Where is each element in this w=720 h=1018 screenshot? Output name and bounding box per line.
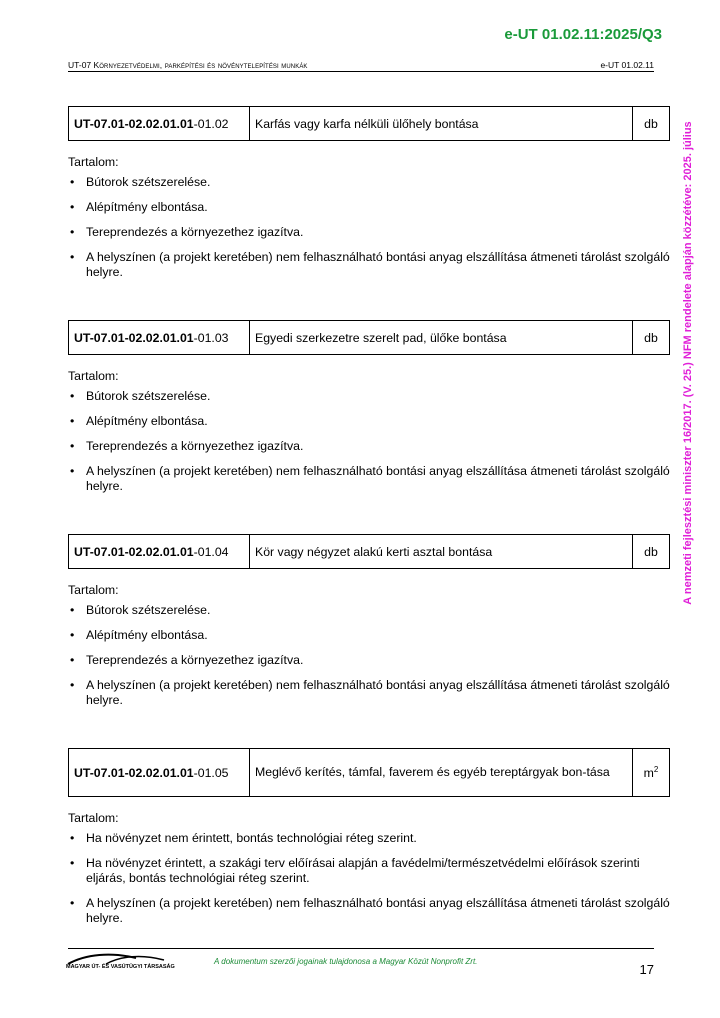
page-number: 17 [639,962,654,977]
work-item-4 [68,748,670,936]
content-list [68,831,670,926]
list-item: • Tereprendezés a környezethez igazítva. [68,225,670,240]
content-label: Tartalom: [68,155,119,169]
list-item: • A helyszínen (a projekt keretében) nem felhasználható bontási anyag elszállítása átmeneti tárolást szolgáló helyre. [68,678,670,708]
content-label: Tartalom: [68,369,119,383]
header-title-smallcaps: Környezetvédelmi, parképítési és növénytelepítési munkák [93,60,308,70]
item-description: Egyedi szerkezetre szerelt pad, ülőke bontása [250,321,633,355]
item-unit: $m^2$ [633,749,670,797]
item-code-table [68,534,670,569]
list-item: • Bútorok szétszerelése. [68,175,670,190]
publication-note [682,96,694,630]
content-list [68,175,670,280]
item-unit: db [633,321,670,355]
content-list [68,603,670,708]
item-unit: db [633,535,670,569]
list-item: • Alépítmény elbontása. [68,414,670,429]
work-item-1 [68,106,670,290]
item-code-table [68,106,670,141]
list-item: • A helyszínen (a projekt keretében) nem felhasználható bontási anyag elszállítása átmeneti tárolást szolgáló helyre. [68,464,670,494]
item-code: UT-07.01-02.02.01.01-01.04 [69,535,250,569]
header-title: UT-07 Környezetvédelmi, parképítési és növénytelepítési munkák [68,60,308,70]
list-item: • Ha növényzet nem érintett, bontás technológiai réteg szerint. [68,831,670,846]
work-item-2 [68,320,670,504]
work-item-3 [68,534,670,718]
list-item: • Tereprendezés a környezethez igazítva. [68,439,670,454]
item-unit: db [633,107,670,141]
list-item: • Bútorok szétszerelése. [68,389,670,404]
item-description: Karfás vagy karfa nélküli ülőhely bontása [250,107,633,141]
company-logo [66,952,175,972]
list-item: • A helyszínen (a projekt keretében) nem felhasználható bontási anyag elszállítása átmeneti tárolást szolgáló helyre. [68,250,670,280]
publication-note-text: A nemzeti fejlesztési miniszter 16/2017. (V. 25.) NFM rendelete alapján közzétéve: 2025. július [682,121,694,605]
list-item: • Alépítmény elbontása. [68,200,670,215]
list-item: • Ha növényzet érintett, a szakági terv előírásai alapján a favédelmi/természetvédelmi előírások szerinti eljárás, bontás technológiai réteg szerint. [68,856,670,886]
item-description: Meglévő kerítés, támfal, faverem és egyéb tereptárgyak bon-tása [250,749,633,797]
list-item: • Alépítmény elbontása. [68,628,670,643]
copyright-note: A dokumentum szerzői jogainak tulajdonosa a Magyar Közút Nonprofit Zrt. [214,957,478,966]
footer-divider [68,948,654,949]
item-description: Kör vagy négyzet alakú kerti asztal bontása [250,535,633,569]
header-right-code: e-UT 01.02.11 [600,60,654,70]
logo-text: MAGYAR ÚT- ÉS VASÚTÜGYI TÁRSASÁG [66,964,175,970]
list-item: • A helyszínen (a projekt keretében) nem felhasználható bontási anyag elszállítása átmeneti tárolást szolgáló helyre. [68,896,670,926]
list-item: • Bútorok szétszerelése. [68,603,670,618]
content-label: Tartalom: [68,583,119,597]
content-label: Tartalom: [68,811,119,825]
list-item: • Tereprendezés a környezethez igazítva. [68,653,670,668]
item-code-table [68,748,670,797]
item-code: UT-07.01-02.02.01.01-01.02 [69,107,250,141]
item-code-table [68,320,670,355]
running-header [68,58,654,72]
item-code: UT-07.01-02.02.01.01-01.05 [69,749,250,797]
content-list [68,389,670,494]
item-code: UT-07.01-02.02.01.01-01.03 [69,321,250,355]
document-code: e-UT 01.02.11:2025/Q3 [504,26,662,43]
